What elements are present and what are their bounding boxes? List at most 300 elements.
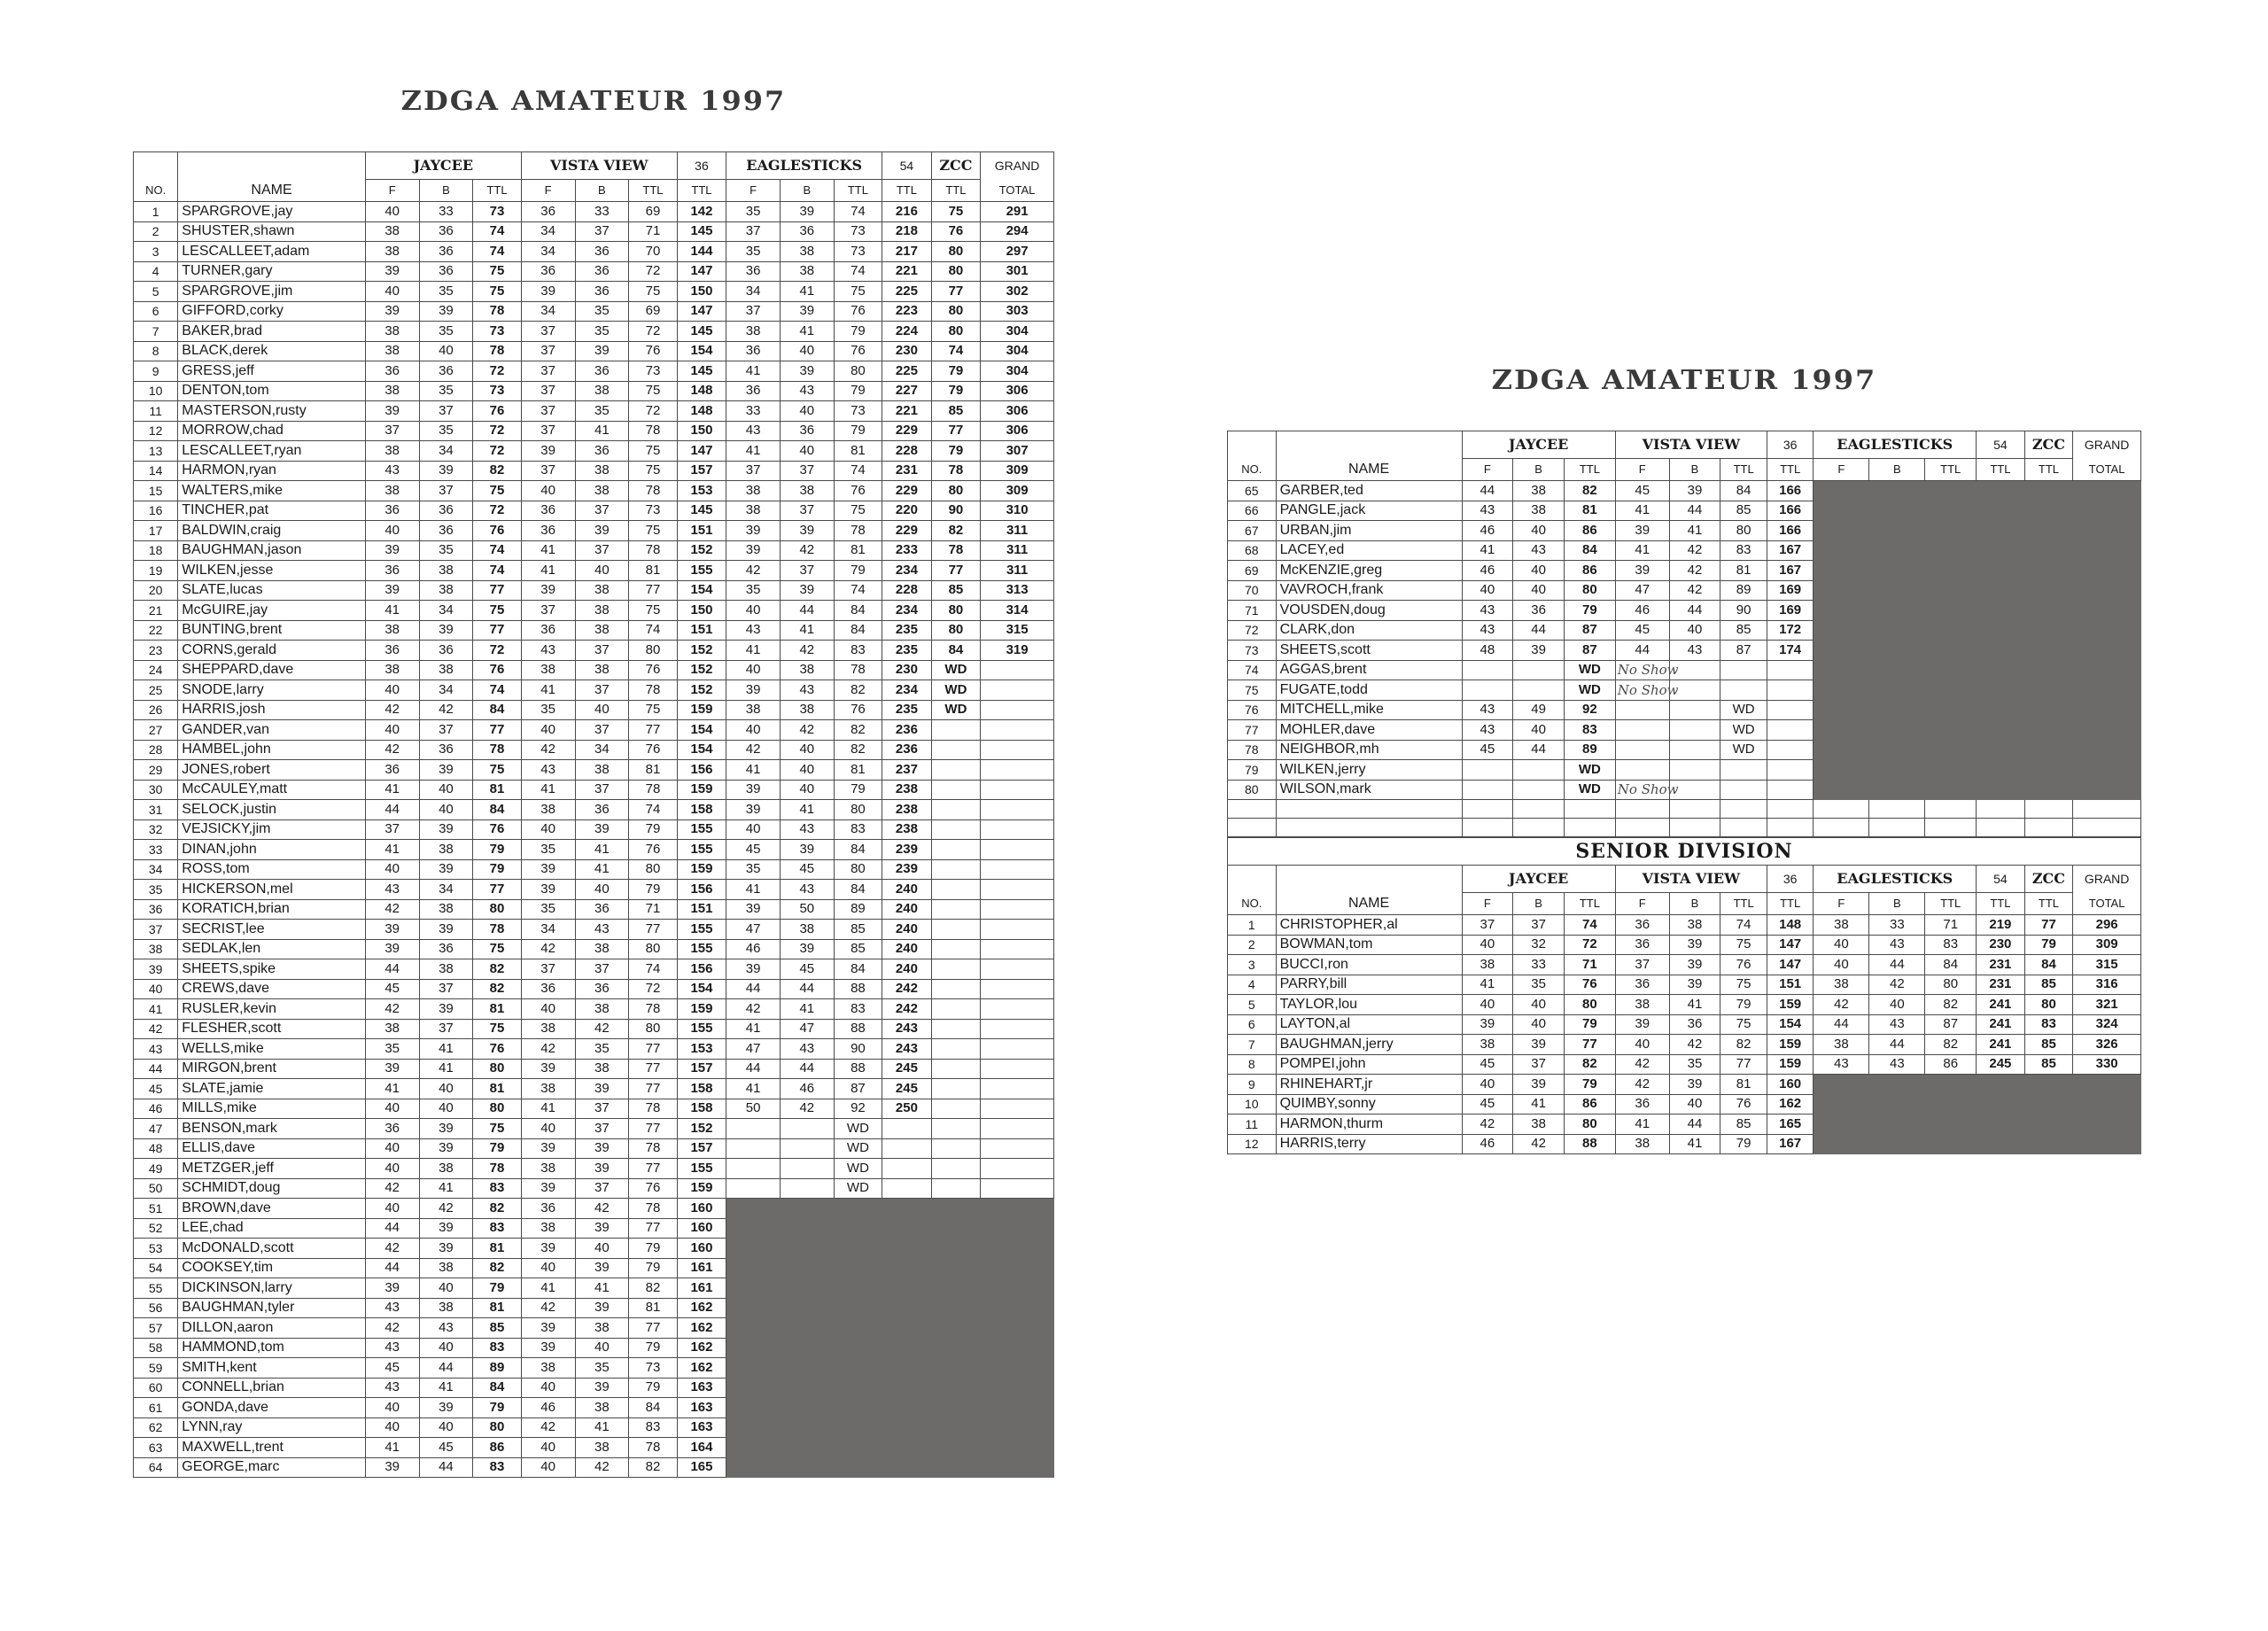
ttl-36-cell bbox=[1767, 720, 1813, 741]
vista-ttl-cell: 79 bbox=[1720, 1134, 1767, 1154]
sub-header-ttl: TTL bbox=[1977, 459, 2025, 481]
grand-total-cell bbox=[981, 939, 1054, 959]
shaded-cell bbox=[2073, 601, 2141, 621]
ttl-36-cell: 166 bbox=[1767, 481, 1813, 501]
jaycee-f-cell: 45 bbox=[1462, 740, 1513, 760]
vista-f-cell: 37 bbox=[521, 461, 575, 481]
jaycee-ttl-cell: 75 bbox=[473, 282, 521, 302]
vista-b-cell: 42 bbox=[575, 1457, 629, 1478]
no-cell: 13 bbox=[134, 441, 178, 462]
zcc-ttl-cell: 85 bbox=[931, 580, 981, 601]
name-cell: GONDA,dave bbox=[178, 1398, 366, 1418]
vista-f-cell: 36 bbox=[521, 1199, 575, 1219]
grand-total-cell: 296 bbox=[2073, 915, 2141, 936]
jaycee-f-cell: 36 bbox=[365, 760, 419, 781]
eagle-ttl-cell: 75 bbox=[834, 501, 882, 521]
eagle-f-cell: 38 bbox=[1814, 915, 1869, 936]
shaded-cell bbox=[1869, 700, 1925, 720]
shaded-cell bbox=[981, 1358, 1054, 1379]
table-row bbox=[134, 601, 1054, 621]
jaycee-ttl-cell: 86 bbox=[1565, 561, 1616, 581]
shaded-cell bbox=[834, 1218, 882, 1239]
jaycee-b-cell: 40 bbox=[419, 1338, 473, 1358]
jaycee-f-cell bbox=[1462, 780, 1513, 800]
vista-f-cell: 39 bbox=[521, 441, 575, 462]
shaded-cell bbox=[2024, 720, 2073, 741]
vista-ttl-cell: 72 bbox=[629, 401, 677, 422]
no-cell: 24 bbox=[134, 660, 178, 680]
ttl-36-cell: 160 bbox=[677, 1218, 726, 1239]
eagle-ttl-cell: 85 bbox=[834, 939, 882, 959]
grand-total-cell bbox=[981, 1059, 1054, 1079]
blank-cell bbox=[1228, 819, 1277, 837]
shaded-cell bbox=[981, 1338, 1054, 1358]
jaycee-ttl-cell: 86 bbox=[1565, 1094, 1616, 1115]
sub-header-b: B bbox=[1513, 459, 1565, 481]
vista-ttl-cell: 90 bbox=[1720, 601, 1767, 621]
shaded-cell bbox=[1925, 1115, 1977, 1135]
zcc-ttl-cell bbox=[931, 1178, 981, 1199]
table-row bbox=[134, 521, 1054, 541]
shaded-cell bbox=[2073, 680, 2141, 701]
jaycee-f-cell: 38 bbox=[365, 1019, 419, 1039]
table-row bbox=[1228, 660, 2141, 680]
no-cell: 72 bbox=[1228, 620, 1277, 641]
vista-b-cell: 42 bbox=[1669, 1035, 1720, 1055]
vista-ttl-cell: 75 bbox=[1720, 1014, 1767, 1035]
no-cell: 46 bbox=[134, 1099, 178, 1119]
eagle-ttl-cell: 88 bbox=[834, 1059, 882, 1079]
table-row bbox=[1228, 1134, 2141, 1154]
jaycee-f-cell: 39 bbox=[365, 301, 419, 322]
no-cell: 65 bbox=[1228, 481, 1277, 501]
vista-ttl-cell: 72 bbox=[629, 261, 677, 282]
shaded-cell bbox=[1869, 580, 1925, 601]
vista-b-cell: 37 bbox=[575, 641, 629, 661]
shaded-cell bbox=[1977, 501, 2025, 521]
table-row bbox=[134, 1019, 1054, 1039]
table-row bbox=[134, 481, 1054, 501]
table-row bbox=[1228, 1054, 2141, 1075]
shaded-cell bbox=[1869, 521, 1925, 541]
vista-f-cell bbox=[1615, 740, 1669, 760]
shaded-cell bbox=[1977, 1094, 2025, 1115]
jaycee-b-cell: 39 bbox=[419, 859, 473, 880]
eagle-ttl-cell: 82 bbox=[1925, 995, 1977, 1015]
vista-f-cell: 42 bbox=[521, 1039, 575, 1060]
blank-row bbox=[1228, 819, 2141, 837]
shaded-cell bbox=[834, 1438, 882, 1458]
ttl-36-cell: 163 bbox=[677, 1398, 726, 1418]
table-row bbox=[134, 1298, 1054, 1318]
eagle-b-cell: 42 bbox=[780, 720, 834, 741]
vista-b-cell: 39 bbox=[575, 1159, 629, 1179]
jaycee-f-cell: 37 bbox=[1462, 915, 1513, 936]
vista-ttl-cell: 69 bbox=[629, 202, 677, 222]
jaycee-ttl-cell: 75 bbox=[473, 1119, 521, 1139]
grand-total-cell bbox=[981, 700, 1054, 720]
eagle-ttl-cell: 83 bbox=[1925, 935, 1977, 955]
jaycee-f-cell: 41 bbox=[365, 840, 419, 860]
vista-ttl-cell: 78 bbox=[629, 1438, 677, 1458]
jaycee-ttl-cell: 74 bbox=[473, 680, 521, 701]
table-row bbox=[134, 1178, 1054, 1199]
blank-cell bbox=[1669, 819, 1720, 837]
vista-b-cell: 41 bbox=[1669, 1134, 1720, 1154]
vista-ttl-cell: 75 bbox=[629, 282, 677, 302]
table-row bbox=[134, 760, 1054, 781]
blank-cell bbox=[1462, 800, 1513, 819]
ttl-36-cell: 162 bbox=[677, 1318, 726, 1339]
name-cell: LACEY,ed bbox=[1276, 540, 1462, 561]
vista-f-cell: 38 bbox=[521, 1218, 575, 1239]
jaycee-ttl-cell: 92 bbox=[1565, 700, 1616, 720]
eagle-f-cell: 41 bbox=[726, 1019, 781, 1039]
shaded-cell bbox=[780, 1438, 834, 1458]
name-cell: GIFFORD,corky bbox=[178, 301, 366, 322]
jaycee-f-cell: 42 bbox=[365, 700, 419, 720]
vista-ttl-cell: 80 bbox=[1720, 521, 1767, 541]
vista-ttl-cell: 77 bbox=[629, 720, 677, 741]
name-col-header-top bbox=[178, 152, 366, 180]
shaded-cell bbox=[1814, 700, 1869, 720]
shaded-cell bbox=[2024, 620, 2073, 641]
vista-f-cell: 36 bbox=[1615, 1094, 1669, 1115]
grand-total-cell: 311 bbox=[981, 521, 1054, 541]
no-cell: 36 bbox=[134, 899, 178, 920]
ttl-36-cell: 156 bbox=[677, 880, 726, 900]
eagle-f-cell: 41 bbox=[726, 1079, 781, 1099]
jaycee-b-cell: 38 bbox=[419, 959, 473, 980]
ttl-54-cell: 245 bbox=[882, 1079, 932, 1099]
name-cell: TAYLOR,lou bbox=[1276, 995, 1462, 1015]
vista-f-cell: 36 bbox=[1615, 975, 1669, 995]
vista-f-cell: 41 bbox=[521, 680, 575, 701]
vista-ttl-cell: 73 bbox=[629, 361, 677, 382]
jaycee-f-cell: 43 bbox=[365, 1378, 419, 1398]
vista-f-cell: 36 bbox=[521, 620, 575, 641]
sub-header-f: F bbox=[1814, 459, 1869, 481]
vista-b-cell: 37 bbox=[575, 1119, 629, 1139]
blank-cell bbox=[1767, 800, 1813, 819]
table-row bbox=[134, 202, 1054, 222]
vista-f-cell: 35 bbox=[521, 700, 575, 720]
eagle-f-cell: 39 bbox=[726, 521, 781, 541]
shaded-cell bbox=[2024, 1094, 2073, 1115]
jaycee-f-cell: 40 bbox=[365, 282, 419, 302]
eagle-f-cell bbox=[726, 1119, 781, 1139]
ttl-54-cell: 245 bbox=[1977, 1054, 2025, 1075]
no-cell: 16 bbox=[134, 501, 178, 521]
vista-f-cell: 44 bbox=[1615, 641, 1669, 661]
grand-total-cell: 304 bbox=[981, 341, 1054, 361]
name-cell: MAXWELL,trent bbox=[178, 1438, 366, 1458]
jaycee-f-cell: 44 bbox=[1462, 481, 1513, 501]
zcc-ttl-cell: 85 bbox=[931, 401, 981, 422]
vista-ttl-cell: 85 bbox=[1720, 1115, 1767, 1135]
vista-f-cell: 39 bbox=[521, 1239, 575, 1259]
jaycee-ttl-cell: 83 bbox=[473, 1457, 521, 1478]
vista-ttl-cell: 82 bbox=[1720, 1035, 1767, 1055]
ttl-36-cell: 163 bbox=[677, 1378, 726, 1398]
vista-b-cell: 39 bbox=[575, 819, 629, 840]
no-cell: 31 bbox=[134, 800, 178, 820]
shaded-cell bbox=[780, 1457, 834, 1478]
ttl-36-cell: 154 bbox=[677, 740, 726, 760]
vista-b-cell: 43 bbox=[1669, 641, 1720, 661]
grand-total-cell: 304 bbox=[981, 322, 1054, 342]
blank-cell bbox=[1977, 819, 2025, 837]
vista-ttl-cell: 76 bbox=[1720, 955, 1767, 975]
jaycee-b-cell: 44 bbox=[1513, 740, 1565, 760]
table-row bbox=[1228, 760, 2141, 781]
shaded-cell bbox=[1814, 740, 1869, 760]
jaycee-b-cell: 39 bbox=[419, 301, 473, 322]
jaycee-f-cell: 38 bbox=[365, 322, 419, 342]
grand-total-cell: 310 bbox=[981, 501, 1054, 521]
eagle-f-cell: 35 bbox=[726, 242, 781, 262]
no-cell: 3 bbox=[134, 242, 178, 262]
no-cell: 10 bbox=[134, 381, 178, 401]
shaded-cell bbox=[1977, 580, 2025, 601]
eagle-f-cell: 40 bbox=[726, 660, 781, 680]
zcc-ttl-cell: 84 bbox=[2024, 955, 2073, 975]
eagle-ttl-cell: 76 bbox=[834, 481, 882, 501]
jaycee-ttl-cell: 83 bbox=[473, 1218, 521, 1239]
ttl-36-cell: 145 bbox=[677, 322, 726, 342]
jaycee-b-cell: 40 bbox=[1513, 995, 1565, 1015]
grand-total-cell: 313 bbox=[981, 580, 1054, 601]
grand-header: GRAND bbox=[981, 152, 1054, 180]
table-row bbox=[134, 441, 1054, 462]
eagle-b-cell bbox=[780, 1119, 834, 1139]
vista-ttl-cell: 85 bbox=[1720, 620, 1767, 641]
sub-header-b: B bbox=[780, 180, 834, 202]
vista-f-cell: 39 bbox=[1615, 521, 1669, 541]
vista-b-cell: 36 bbox=[575, 282, 629, 302]
vista-f-cell: 40 bbox=[521, 1457, 575, 1478]
no-cell: 11 bbox=[134, 401, 178, 422]
name-cell: GARBER,ted bbox=[1276, 481, 1462, 501]
no-cell: 74 bbox=[1228, 660, 1277, 680]
jaycee-ttl-cell: 83 bbox=[473, 1338, 521, 1358]
grand-total-cell: 309 bbox=[981, 461, 1054, 481]
no-cell: 73 bbox=[1228, 641, 1277, 661]
zcc-ttl-cell: WD bbox=[931, 680, 981, 701]
shaded-cell bbox=[882, 1218, 932, 1239]
zcc-ttl-cell: 80 bbox=[931, 601, 981, 621]
jaycee-f-cell: 45 bbox=[365, 1358, 419, 1379]
jaycee-ttl-cell: 86 bbox=[1565, 521, 1616, 541]
senior-header-row-1 bbox=[1228, 866, 2141, 893]
grand-total-cell bbox=[981, 740, 1054, 760]
eagle-ttl-cell: 86 bbox=[1925, 1054, 1977, 1075]
vista-ttl-cell: 78 bbox=[629, 780, 677, 800]
no-cell: 40 bbox=[134, 979, 178, 999]
shaded-cell bbox=[1925, 1075, 1977, 1095]
table-row bbox=[134, 1417, 1054, 1438]
name-cell: BAUGHMAN,jason bbox=[178, 540, 366, 561]
ttl-54-cell: 237 bbox=[882, 760, 932, 781]
vista-f-cell bbox=[1615, 700, 1669, 720]
jaycee-ttl-cell: WD bbox=[1565, 780, 1616, 800]
zcc-ttl-cell: 85 bbox=[2024, 975, 2073, 995]
vista-b-cell: 38 bbox=[575, 999, 629, 1020]
vista-f-cell: 36 bbox=[1615, 935, 1669, 955]
vista-b-cell: 40 bbox=[575, 1338, 629, 1358]
name-cell: SLATE,jamie bbox=[178, 1079, 366, 1099]
zcc-ttl-cell bbox=[931, 959, 981, 980]
vista-f-cell: 37 bbox=[521, 601, 575, 621]
jaycee-ttl-cell: 79 bbox=[1565, 1075, 1616, 1095]
shaded-cell bbox=[780, 1298, 834, 1318]
no-cell: 48 bbox=[134, 1138, 178, 1159]
jaycee-f-cell: 45 bbox=[1462, 1054, 1513, 1075]
name-cell: BALDWIN,craig bbox=[178, 521, 366, 541]
name-cell: SHEPPARD,dave bbox=[178, 660, 366, 680]
vista-ttl-cell: 78 bbox=[629, 421, 677, 441]
table-row bbox=[134, 880, 1054, 900]
eagle-ttl-cell: 90 bbox=[834, 1039, 882, 1060]
vista-b-cell: 41 bbox=[575, 1278, 629, 1299]
zcc-ttl-cell: WD bbox=[931, 660, 981, 680]
ttl-36-cell: 159 bbox=[1767, 995, 1813, 1015]
right-title: ZDGA AMATEUR 1997 bbox=[1491, 364, 1877, 396]
ttl-36-cell: 155 bbox=[677, 840, 726, 860]
grand-total-cell bbox=[981, 760, 1054, 781]
vista-ttl-cell: 78 bbox=[629, 1199, 677, 1219]
ttl-36-cell: 152 bbox=[677, 1119, 726, 1139]
name-cell: BOWMAN,tom bbox=[1276, 935, 1462, 955]
eagle-f-cell: 38 bbox=[726, 481, 781, 501]
no-cell: 11 bbox=[1228, 1115, 1277, 1135]
vista-f-cell: 43 bbox=[521, 760, 575, 781]
left-header-row-1 bbox=[134, 152, 1054, 180]
eagle-f-cell: 37 bbox=[726, 221, 781, 242]
eagle-ttl-cell: WD bbox=[834, 1119, 882, 1139]
eagle-ttl-cell: 71 bbox=[1925, 915, 1977, 936]
zcc-ttl-cell bbox=[931, 740, 981, 760]
table-row bbox=[1228, 641, 2141, 661]
table-row bbox=[134, 282, 1054, 302]
no-cell: 39 bbox=[134, 959, 178, 980]
zcc-ttl-cell bbox=[931, 840, 981, 860]
grand-total-cell: 324 bbox=[2073, 1014, 2141, 1035]
shaded-cell bbox=[931, 1278, 981, 1299]
vista-ttl-cell: 75 bbox=[1720, 935, 1767, 955]
no-cell: 49 bbox=[134, 1159, 178, 1179]
vista-ttl-cell bbox=[1720, 660, 1767, 680]
table-row bbox=[1228, 955, 2141, 975]
eagle-ttl-cell: 75 bbox=[834, 282, 882, 302]
eagle-f-cell: 36 bbox=[726, 341, 781, 361]
shaded-cell bbox=[1925, 660, 1977, 680]
table-row bbox=[134, 540, 1054, 561]
vista-b-cell: 38 bbox=[575, 601, 629, 621]
ttl-36-cell: 147 bbox=[1767, 935, 1813, 955]
shaded-cell bbox=[780, 1358, 834, 1379]
vista-b-cell: 36 bbox=[575, 979, 629, 999]
shaded-cell bbox=[2024, 521, 2073, 541]
ttl-36-cell: 163 bbox=[677, 1417, 726, 1438]
grand-total-cell: 315 bbox=[981, 620, 1054, 641]
jaycee-f-cell: 40 bbox=[1462, 580, 1513, 601]
shaded-cell bbox=[1925, 760, 1977, 781]
vista-ttl-cell: 75 bbox=[629, 461, 677, 481]
ttl-36-cell: 153 bbox=[677, 481, 726, 501]
jaycee-f-cell: 44 bbox=[365, 1258, 419, 1278]
handwritten-note: No Show bbox=[1615, 780, 1669, 800]
shaded-cell bbox=[726, 1298, 781, 1318]
ttl-54-cell: 241 bbox=[1977, 1014, 2025, 1035]
vista-b-cell: 41 bbox=[1669, 995, 1720, 1015]
jaycee-f-cell: 41 bbox=[365, 1079, 419, 1099]
no-cell: 59 bbox=[134, 1358, 178, 1379]
shaded-cell bbox=[1977, 620, 2025, 641]
eagle-ttl-cell: 83 bbox=[834, 819, 882, 840]
blank-cell bbox=[1615, 819, 1669, 837]
blank-cell bbox=[2024, 800, 2073, 819]
grand-total-cell bbox=[981, 979, 1054, 999]
ttl-54-cell: 220 bbox=[882, 501, 932, 521]
jaycee-b-cell: 37 bbox=[1513, 915, 1565, 936]
eagle-ttl-cell: 81 bbox=[834, 441, 882, 462]
eagle-f-cell: 40 bbox=[726, 720, 781, 741]
name-cell: SCHMIDT,doug bbox=[178, 1178, 366, 1199]
grand-total-cell: 309 bbox=[2073, 935, 2141, 955]
table-row bbox=[134, 999, 1054, 1020]
eagle-f-cell: 37 bbox=[726, 461, 781, 481]
blank-row bbox=[1228, 800, 2141, 819]
jaycee-b-cell: 36 bbox=[419, 261, 473, 282]
eagle-b-cell: 44 bbox=[780, 601, 834, 621]
sub-header-ttl: TTL bbox=[834, 180, 882, 202]
shaded-cell bbox=[1925, 641, 1977, 661]
ttl-36-cell: 162 bbox=[1767, 1094, 1813, 1115]
name-cell: CREWS,dave bbox=[178, 979, 366, 999]
jaycee-ttl-cell: 80 bbox=[1565, 1115, 1616, 1135]
shaded-cell bbox=[1814, 660, 1869, 680]
shaded-cell bbox=[882, 1417, 932, 1438]
shaded-cell bbox=[1814, 641, 1869, 661]
vista-b-cell: 40 bbox=[1669, 620, 1720, 641]
table-row bbox=[1228, 540, 2141, 561]
jaycee-b-cell: 36 bbox=[419, 221, 473, 242]
shaded-cell bbox=[2024, 481, 2073, 501]
shaded-cell bbox=[2024, 660, 2073, 680]
jaycee-ttl-cell: 75 bbox=[473, 261, 521, 282]
jaycee-ttl-cell: 76 bbox=[1565, 975, 1616, 995]
jaycee-f-cell: 40 bbox=[365, 1138, 419, 1159]
no-cell: 20 bbox=[134, 580, 178, 601]
no-cell: 1 bbox=[1228, 915, 1277, 936]
jaycee-ttl-cell: 73 bbox=[473, 381, 521, 401]
ttl-36-cell: 159 bbox=[677, 859, 726, 880]
name-cell: RHINEHART,jr bbox=[1276, 1075, 1462, 1095]
eagle-ttl-cell: 88 bbox=[834, 1019, 882, 1039]
eagle-ttl-cell: 87 bbox=[834, 1079, 882, 1099]
eagle-b-cell: 38 bbox=[780, 261, 834, 282]
vista-ttl-cell: 77 bbox=[629, 1159, 677, 1179]
jaycee-b-cell: 36 bbox=[419, 740, 473, 760]
vista-b-cell: 42 bbox=[1669, 540, 1720, 561]
vista-f-cell: 37 bbox=[521, 381, 575, 401]
ttl-54-cell bbox=[882, 1119, 932, 1139]
jaycee-ttl-cell: 83 bbox=[1565, 720, 1616, 741]
no-col-header: NO. bbox=[134, 180, 178, 202]
shaded-cell bbox=[780, 1239, 834, 1259]
eagle-f-cell: 35 bbox=[726, 202, 781, 222]
